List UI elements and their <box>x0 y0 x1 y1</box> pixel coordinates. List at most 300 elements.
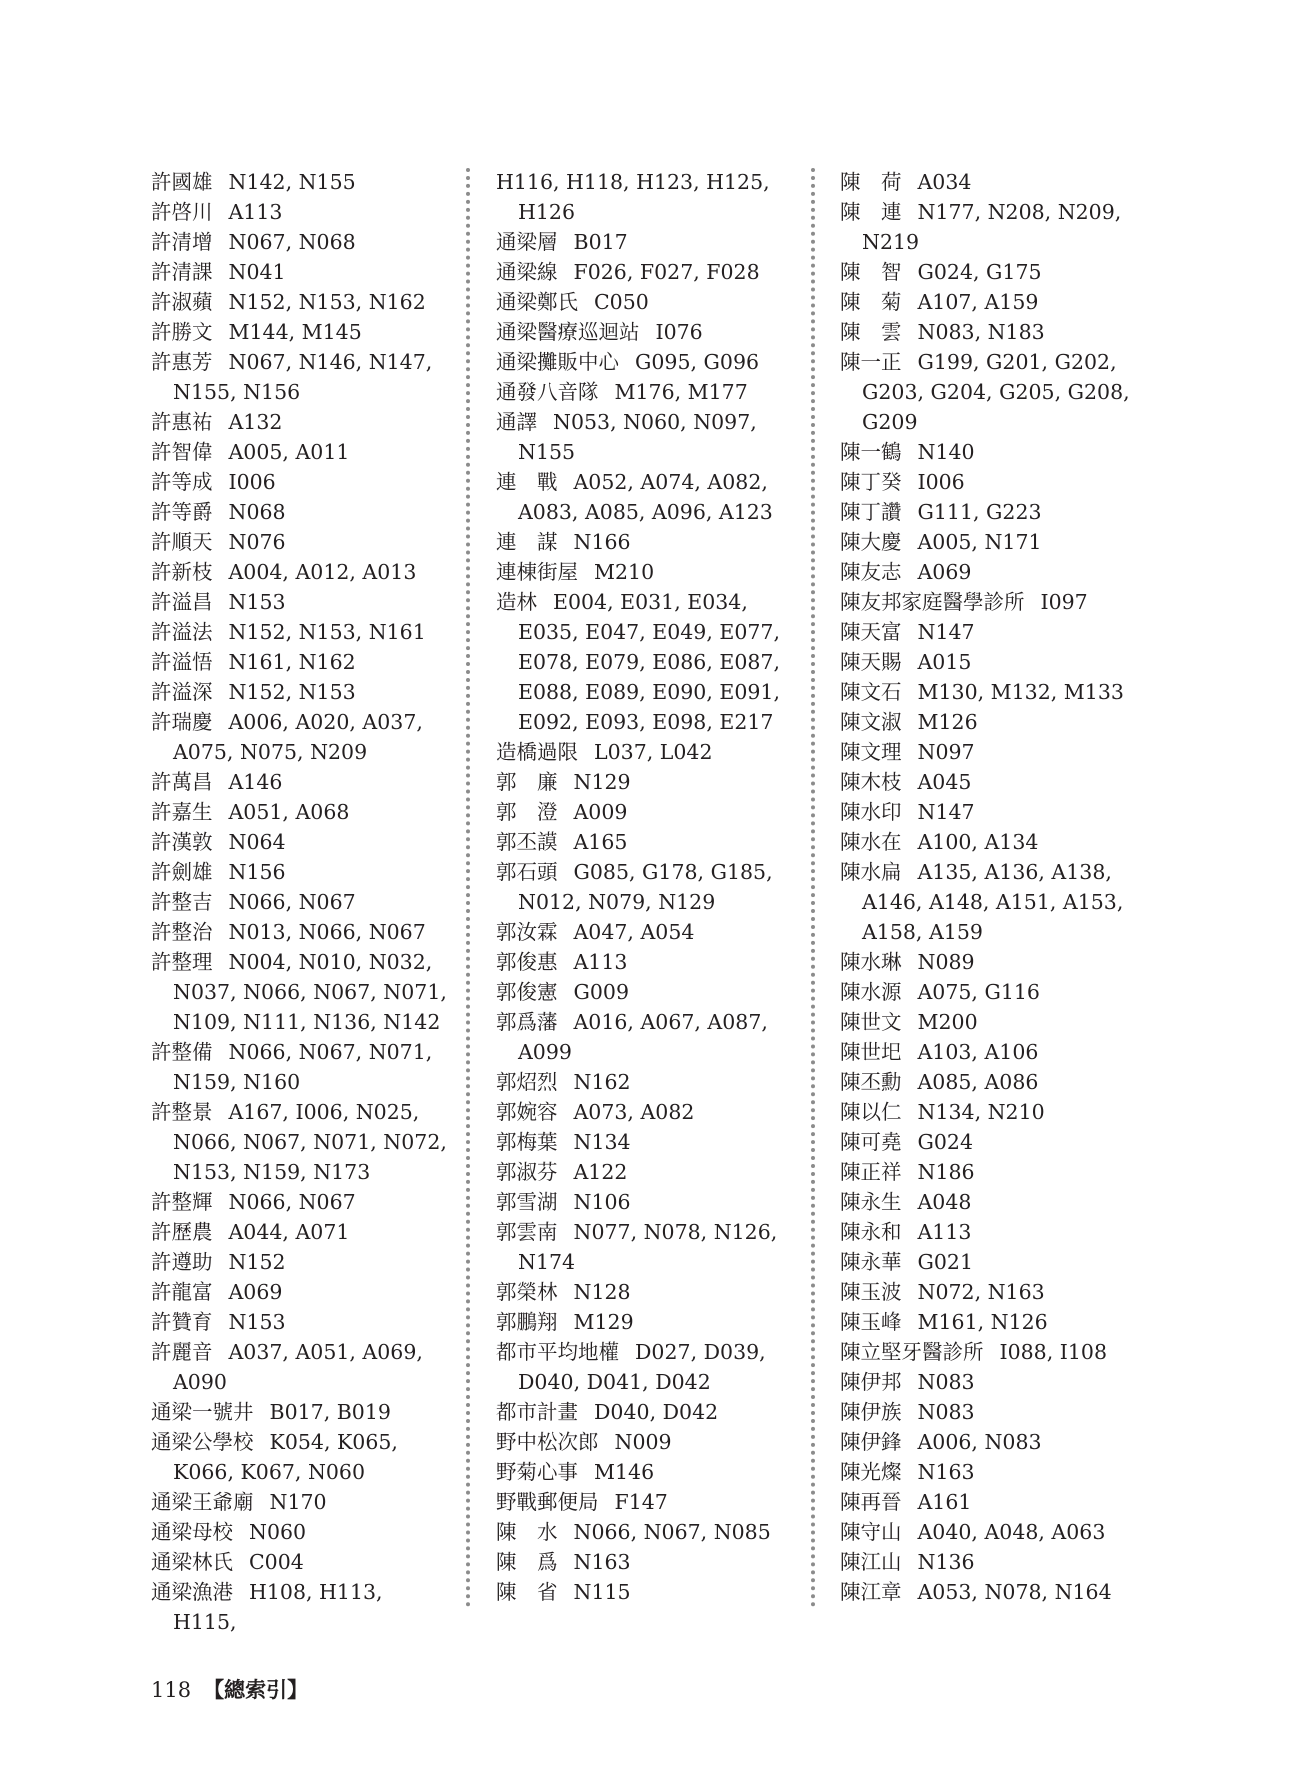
entry-refs: A048 <box>917 1190 972 1214</box>
index-entry <box>151 407 451 437</box>
entry-name: 郭雪湖 <box>496 1190 558 1214</box>
entry-name: 陳水琳 <box>840 950 902 974</box>
entry-refs: N083 <box>917 1400 975 1424</box>
entry-refs: I097 <box>1040 590 1088 614</box>
entry-name: 陳天賜 <box>840 650 902 674</box>
index-entry <box>496 1217 796 1277</box>
entry-name: 許智偉 <box>151 440 213 464</box>
index-entry <box>151 287 451 317</box>
entry-refs: G095, G096 <box>635 350 760 374</box>
index-entry <box>151 1517 451 1547</box>
entry-name: 許溢昌 <box>151 590 213 614</box>
index-entry <box>496 1007 796 1067</box>
entry-name: 郭石頭 <box>496 860 558 884</box>
entry-refs: C004 <box>249 1550 304 1574</box>
entry-refs: D027, D039, D040, D041, D042 <box>518 1340 766 1394</box>
section-title: 【總索引】 <box>203 1677 309 1702</box>
entry-name: 許惠芳 <box>151 350 213 374</box>
index-entry <box>840 287 1140 317</box>
entry-name: 陳 智 <box>840 260 902 284</box>
index-entry <box>840 1367 1140 1397</box>
index-entry <box>840 497 1140 527</box>
entry-name: 陳正祥 <box>840 1160 902 1184</box>
entry-name: 野中松次郎 <box>496 1430 599 1454</box>
index-entry <box>840 647 1140 677</box>
index-entry <box>840 1007 1140 1037</box>
index-entry <box>840 1067 1140 1097</box>
entry-refs: N177, N208, N209, N219 <box>862 200 1122 254</box>
entry-refs: A107, A159 <box>917 290 1039 314</box>
index-entry <box>151 1217 451 1247</box>
page-footer <box>151 1674 308 1704</box>
index-entry <box>840 1547 1140 1577</box>
index-entry <box>840 1277 1140 1307</box>
index-entry <box>496 407 796 467</box>
index-entry <box>840 437 1140 467</box>
entry-name: 陳立堅牙醫診所 <box>840 1340 984 1364</box>
entry-name: 陳 省 <box>496 1580 558 1604</box>
entry-name: 都市計畫 <box>496 1400 578 1424</box>
entry-refs: N013, N066, N067 <box>228 920 426 944</box>
entry-name: 許惠祐 <box>151 410 213 434</box>
entry-name: 郭雲南 <box>496 1220 558 1244</box>
index-entry <box>151 347 451 407</box>
entry-name: 郭俊惠 <box>496 950 558 974</box>
entry-name: 連 戰 <box>496 470 558 494</box>
entry-refs: I006 <box>917 470 965 494</box>
index-entry <box>840 257 1140 287</box>
index-entry <box>840 167 1140 197</box>
index-entry <box>496 227 796 257</box>
index-entry <box>496 1547 796 1577</box>
entry-name: 許遵助 <box>151 1250 213 1274</box>
entry-refs: D040, D042 <box>594 1400 719 1424</box>
entry-name: 陳丁讚 <box>840 500 902 524</box>
entry-refs: N115 <box>573 1580 631 1604</box>
entry-name: 陳 爲 <box>496 1550 558 1574</box>
index-entry <box>151 257 451 287</box>
entry-name: 郭爲藩 <box>496 1010 558 1034</box>
entry-refs: B017 <box>573 230 628 254</box>
entry-name: 陳伊族 <box>840 1400 902 1424</box>
entry-name: 陳永生 <box>840 1190 902 1214</box>
entry-name: 許溢法 <box>151 620 213 644</box>
entry-refs: A052, A074, A082, A083, A085, A096, A123 <box>518 470 773 524</box>
index-entry <box>840 467 1140 497</box>
entry-refs: A015 <box>917 650 972 674</box>
entry-name: 陳以仁 <box>840 1100 902 1124</box>
index-entry <box>496 257 796 287</box>
entry-name: 通梁林氏 <box>151 1550 233 1574</box>
entry-name: 郭汝霖 <box>496 920 558 944</box>
entry-refs: H116, H118, H123, H125, H126 <box>496 170 770 224</box>
index-entry <box>151 1427 451 1487</box>
entry-name: 連 謀 <box>496 530 558 554</box>
entry-refs: N163 <box>917 1460 975 1484</box>
index-entry <box>151 1037 451 1097</box>
entry-refs: A005, A011 <box>228 440 350 464</box>
entry-name: 許整理 <box>151 950 213 974</box>
index-entry <box>151 1547 451 1577</box>
entry-name: 許順天 <box>151 530 213 554</box>
index-entry <box>151 647 451 677</box>
entry-name: 許漢敦 <box>151 830 213 854</box>
entry-refs: N066, N067 <box>228 1190 356 1214</box>
index-entry <box>840 797 1140 827</box>
entry-refs: A006, N083 <box>917 1430 1042 1454</box>
entry-name: 通梁攤販中心 <box>496 350 619 374</box>
index-entry <box>151 707 451 767</box>
entry-refs: A069 <box>228 1280 283 1304</box>
entry-refs: M176, M177 <box>614 380 748 404</box>
entry-name: 陳永華 <box>840 1250 902 1274</box>
index-entry <box>151 467 451 497</box>
entry-refs: N128 <box>573 1280 631 1304</box>
index-entry <box>151 197 451 227</box>
index-entry <box>840 977 1140 1007</box>
entry-name: 通梁王爺廟 <box>151 1490 254 1514</box>
entry-refs: A005, N171 <box>917 530 1042 554</box>
index-entry <box>151 1307 451 1337</box>
index-entry <box>840 347 1140 437</box>
entry-refs: N163 <box>573 1550 631 1574</box>
index-entry <box>840 1427 1140 1457</box>
index-entry <box>496 1187 796 1217</box>
entry-name: 陳文石 <box>840 680 902 704</box>
entry-name: 陳文理 <box>840 740 902 764</box>
entry-name: 通梁一號井 <box>151 1400 254 1424</box>
index-entry <box>151 437 451 467</box>
entry-refs: N089 <box>917 950 975 974</box>
entry-name: 陳永和 <box>840 1220 902 1244</box>
entry-refs: N106 <box>573 1190 631 1214</box>
index-entry <box>496 1517 796 1547</box>
entry-name: 通譯 <box>496 410 537 434</box>
index-entry <box>151 797 451 827</box>
entry-refs: N152, N153, N161 <box>228 620 426 644</box>
index-entry <box>151 167 451 197</box>
entry-refs: N066, N067, N085 <box>573 1520 771 1544</box>
index-entry <box>151 677 451 707</box>
entry-refs: A044, A071 <box>228 1220 350 1244</box>
entry-refs: M126 <box>917 710 978 734</box>
entry-name: 許溢悟 <box>151 650 213 674</box>
entry-refs: N077, N078, N126, N174 <box>518 1220 778 1274</box>
entry-refs: N067, N146, N147, N155, N156 <box>173 350 433 404</box>
entry-name: 郭炤烈 <box>496 1070 558 1094</box>
entry-name: 都市平均地權 <box>496 1340 619 1364</box>
index-entry <box>151 767 451 797</box>
entry-refs: N066, N067 <box>228 890 356 914</box>
entry-refs: A073, A082 <box>573 1100 695 1124</box>
entry-refs: N161, N162 <box>228 650 356 674</box>
entry-refs: M161, N126 <box>917 1310 1048 1334</box>
index-entry <box>840 1457 1140 1487</box>
entry-refs: A037, A051, A069, A090 <box>173 1340 423 1394</box>
index-entry <box>840 1577 1140 1607</box>
entry-name: 許整備 <box>151 1040 213 1064</box>
entry-refs: A075, G116 <box>917 980 1040 1004</box>
entry-refs: A113 <box>228 200 283 224</box>
entry-refs: A047, A054 <box>573 920 695 944</box>
entry-refs: G021 <box>917 1250 974 1274</box>
index-entry <box>151 1097 451 1187</box>
entry-refs: N064 <box>228 830 286 854</box>
index-entry <box>840 557 1140 587</box>
entry-name: 陳友志 <box>840 560 902 584</box>
entry-refs: A113 <box>917 1220 972 1244</box>
entry-name: 陳世文 <box>840 1010 902 1034</box>
entry-refs: M210 <box>594 560 655 584</box>
entry-refs: N060 <box>249 1520 307 1544</box>
entry-refs: N083 <box>917 1370 975 1394</box>
entry-name: 陳 水 <box>496 1520 558 1544</box>
entry-refs: N129 <box>573 770 631 794</box>
entry-name: 陳 連 <box>840 200 902 224</box>
entry-name: 陳 雲 <box>840 320 902 344</box>
entry-name: 陳一正 <box>840 350 902 374</box>
entry-refs: N142, N155 <box>228 170 356 194</box>
entry-refs: N041 <box>228 260 286 284</box>
entry-refs: M144, M145 <box>228 320 362 344</box>
entry-refs: N166 <box>573 530 631 554</box>
entry-refs: N153 <box>228 590 286 614</box>
entry-refs: A100, A134 <box>917 830 1039 854</box>
entry-refs: N152 <box>228 1250 286 1274</box>
entry-name: 許瑞慶 <box>151 710 213 734</box>
index-entry <box>151 1337 451 1397</box>
index-entry <box>496 1457 796 1487</box>
entry-name: 陳 荷 <box>840 170 902 194</box>
index-entry <box>840 1217 1140 1247</box>
index-entry <box>496 1097 796 1127</box>
column-divider <box>811 168 815 1608</box>
entry-refs: M146 <box>594 1460 655 1484</box>
entry-name: 許劍雄 <box>151 860 213 884</box>
entry-refs: A045 <box>917 770 972 794</box>
index-entry <box>496 737 796 767</box>
index-entry <box>151 1277 451 1307</box>
entry-name: 許啓川 <box>151 200 213 224</box>
entry-refs: M200 <box>917 1010 978 1034</box>
index-entry <box>151 227 451 257</box>
index-entry <box>151 887 451 917</box>
entry-refs: A167, I006, N025, N066, N067, N071, N072, N153, N159, N173 <box>173 1100 447 1184</box>
entry-name: 陳光燦 <box>840 1460 902 1484</box>
index-entry <box>840 527 1140 557</box>
entry-name: 通梁層 <box>496 230 558 254</box>
index-entry <box>151 557 451 587</box>
entry-name: 陳可堯 <box>840 1130 902 1154</box>
entry-refs: A122 <box>573 1160 628 1184</box>
entry-name: 通梁公學校 <box>151 1430 254 1454</box>
entry-refs: G024, G175 <box>917 260 1042 284</box>
entry-refs: N053, N060, N097, N155 <box>518 410 757 464</box>
entry-refs: A006, A020, A037, A075, N075, N209 <box>173 710 423 764</box>
entry-refs: H108, H113, H115, <box>173 1580 383 1634</box>
entry-name: 通梁漁港 <box>151 1580 233 1604</box>
entry-name: 陳丁癸 <box>840 470 902 494</box>
index-entry <box>151 587 451 617</box>
entry-name: 許整景 <box>151 1100 213 1124</box>
index-entry <box>496 797 796 827</box>
entry-name: 陳大慶 <box>840 530 902 554</box>
index-entry <box>840 617 1140 647</box>
entry-refs: B017, B019 <box>269 1400 391 1424</box>
entry-refs: M129 <box>573 1310 634 1334</box>
entry-name: 許嘉生 <box>151 800 213 824</box>
entry-name: 陳玉波 <box>840 1280 902 1304</box>
index-entry <box>840 947 1140 977</box>
index-entry <box>496 1277 796 1307</box>
entry-name: 野菊心事 <box>496 1460 578 1484</box>
entry-name: 許清課 <box>151 260 213 284</box>
entry-name: 陳 菊 <box>840 290 902 314</box>
index-entry <box>496 347 796 377</box>
entry-name: 郭榮林 <box>496 1280 558 1304</box>
entry-refs: N076 <box>228 530 286 554</box>
entry-refs: A161 <box>917 1490 972 1514</box>
entry-name: 造橋過限 <box>496 740 578 764</box>
entry-refs: I076 <box>655 320 703 344</box>
entry-refs: N140 <box>917 440 975 464</box>
entry-refs: A069 <box>917 560 972 584</box>
index-entry <box>496 977 796 1007</box>
entry-refs: N136 <box>917 1550 975 1574</box>
entry-refs: N083, N183 <box>917 320 1045 344</box>
index-entry <box>496 1157 796 1187</box>
index-column-1 <box>151 167 451 1637</box>
entry-refs: K054, K065, K066, K067, N060 <box>173 1430 398 1484</box>
entry-refs: N009 <box>614 1430 672 1454</box>
index-entry <box>840 1187 1140 1217</box>
index-entry <box>840 737 1140 767</box>
index-entry <box>151 947 451 1037</box>
entry-name: 陳伊鋒 <box>840 1430 902 1454</box>
entry-name: 許淑蘋 <box>151 290 213 314</box>
index-entry <box>496 467 796 527</box>
entry-refs: N066, N067, N071, N159, N160 <box>173 1040 433 1094</box>
index-entry <box>151 1487 451 1517</box>
entry-refs: N097 <box>917 740 975 764</box>
entry-name: 許勝文 <box>151 320 213 344</box>
entry-refs: F147 <box>614 1490 668 1514</box>
entry-refs: L037, L042 <box>594 740 713 764</box>
entry-refs: A053, N078, N164 <box>917 1580 1112 1604</box>
entry-refs: A040, A048, A063 <box>917 1520 1106 1544</box>
index-entry <box>840 1397 1140 1427</box>
index-entry <box>151 917 451 947</box>
index-entry <box>496 587 796 737</box>
entry-refs: N067, N068 <box>228 230 356 254</box>
index-entry <box>496 947 796 977</box>
entry-refs: A103, A106 <box>917 1040 1039 1064</box>
entry-name: 陳世圯 <box>840 1040 902 1064</box>
entry-refs: A113 <box>573 950 628 974</box>
entry-name: 許整吉 <box>151 890 213 914</box>
index-entry <box>496 377 796 407</box>
entry-name: 通發八音隊 <box>496 380 599 404</box>
entry-refs: G199, G201, G202, G203, G204, G205, G208, G209 <box>862 350 1130 434</box>
index-entry <box>151 827 451 857</box>
entry-refs: N072, N163 <box>917 1280 1045 1304</box>
entry-name: 通梁醫療巡迴站 <box>496 320 640 344</box>
entry-name: 造林 <box>496 590 537 614</box>
entry-name: 許萬昌 <box>151 770 213 794</box>
entry-refs: N162 <box>573 1070 631 1094</box>
entry-refs: N004, N010, N032, N037, N066, N067, N071, N109, N111, N136, N142 <box>173 950 447 1034</box>
index-entry <box>840 587 1140 617</box>
entry-name: 通梁鄭氏 <box>496 290 578 314</box>
column-divider <box>466 168 470 1608</box>
entry-name: 陳水扁 <box>840 860 902 884</box>
index-entry <box>151 527 451 557</box>
entry-name: 陳水印 <box>840 800 902 824</box>
index-entry <box>151 1187 451 1217</box>
index-entry <box>151 857 451 887</box>
index-entry <box>496 767 796 797</box>
entry-refs: A132 <box>228 410 283 434</box>
index-entry <box>151 1577 451 1637</box>
index-column-2 <box>496 167 796 1607</box>
entry-name: 許等爵 <box>151 500 213 524</box>
entry-name: 野戰郵便局 <box>496 1490 599 1514</box>
entry-name: 陳伊邦 <box>840 1370 902 1394</box>
entry-refs: G024 <box>917 1130 974 1154</box>
entry-name: 許國雄 <box>151 170 213 194</box>
entry-refs: N186 <box>917 1160 975 1184</box>
index-entry <box>151 1397 451 1427</box>
index-entry <box>496 287 796 317</box>
index-entry <box>840 1307 1140 1337</box>
index-entry <box>840 1157 1140 1187</box>
entry-refs: A085, A086 <box>917 1070 1039 1094</box>
entry-name: 陳守山 <box>840 1520 902 1544</box>
page-number: 118 <box>151 1678 192 1702</box>
index-entry <box>840 1487 1140 1517</box>
entry-refs: N134, N210 <box>917 1100 1045 1124</box>
entry-refs: N152, N153 <box>228 680 356 704</box>
index-entry <box>496 167 796 227</box>
entry-refs: N068 <box>228 500 286 524</box>
entry-name: 郭婉容 <box>496 1100 558 1124</box>
entry-name: 郭梅葉 <box>496 1130 558 1154</box>
index-entry <box>840 197 1140 257</box>
index-entry <box>840 857 1140 947</box>
index-entry <box>840 767 1140 797</box>
entry-refs: G085, G178, G185, N012, N079, N129 <box>518 860 773 914</box>
entry-name: 許清增 <box>151 230 213 254</box>
index-entry <box>496 1067 796 1097</box>
entry-name: 郭丕謨 <box>496 830 558 854</box>
entry-refs: A146 <box>228 770 283 794</box>
entry-name: 郭 澄 <box>496 800 558 824</box>
index-entry <box>840 1247 1140 1277</box>
index-entry <box>840 1127 1140 1157</box>
entry-refs: A135, A136, A138, A146, A148, A151, A153, A158, A159 <box>862 860 1124 944</box>
entry-name: 陳水在 <box>840 830 902 854</box>
index-entry <box>840 827 1140 857</box>
entry-refs: N147 <box>917 800 975 824</box>
entry-refs: N156 <box>228 860 286 884</box>
entry-name: 通梁線 <box>496 260 558 284</box>
entry-name: 通梁母校 <box>151 1520 233 1544</box>
entry-refs: N152, N153, N162 <box>228 290 426 314</box>
entry-name: 陳水源 <box>840 980 902 1004</box>
entry-refs: A051, A068 <box>228 800 350 824</box>
index-entry <box>151 1247 451 1277</box>
entry-refs: G111, G223 <box>917 500 1042 524</box>
